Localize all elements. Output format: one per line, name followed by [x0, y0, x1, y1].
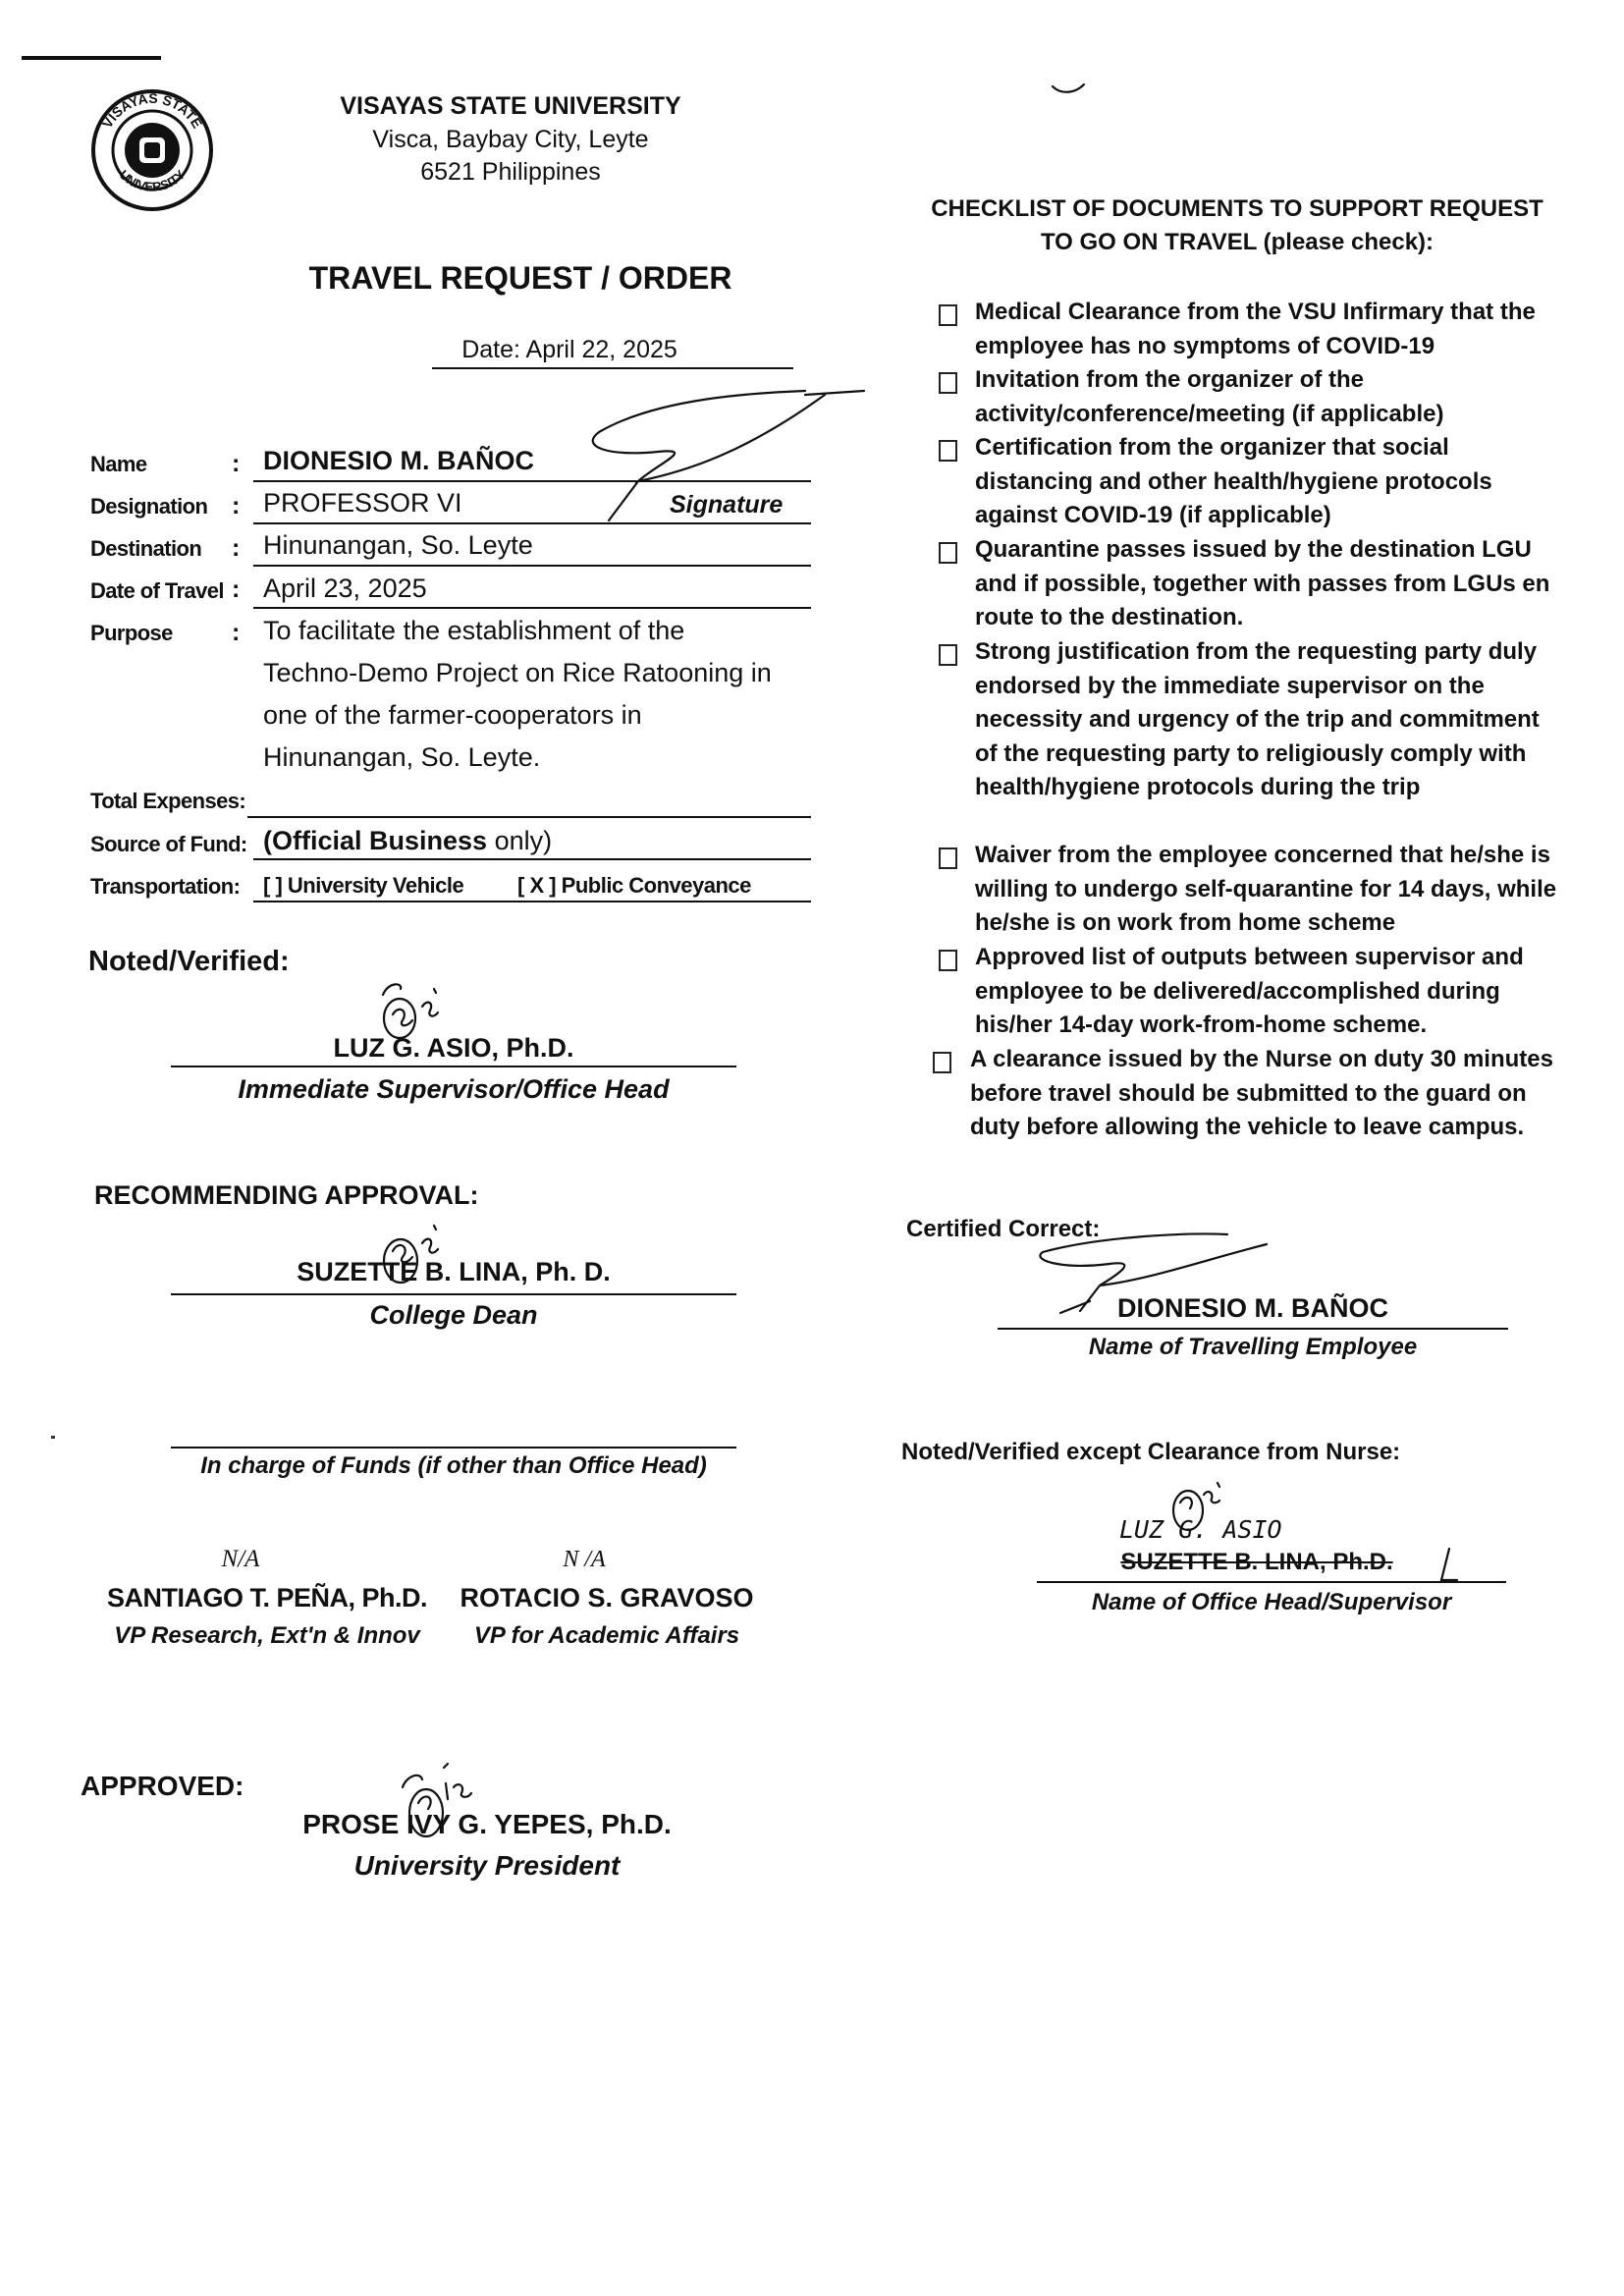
university-address-1: Visca, Baybay City, Leyte — [372, 126, 649, 153]
field-label-name: Name — [90, 452, 147, 476]
form-title: TRAVEL REQUEST / ORDER — [308, 260, 732, 296]
checklist-item-strong-justification: Strong justification from the requesting party duly endorsed by the immediate supervisor on the necessity and urgency of the trip and commitment of the requesting party to religiously comply with health/hygiene protocols during the trip — [975, 638, 1540, 800]
checklist-checkbox[interactable] — [939, 847, 957, 869]
field-label-total-expenses: Total Expenses: — [90, 789, 246, 813]
recommending-heading: RECOMMENDING APPROVAL: — [94, 1180, 479, 1210]
office-head-mark — [1432, 1547, 1461, 1586]
vp-research-name: SANTIAGO T. PEÑA, Ph.D. — [106, 1583, 428, 1613]
vp-academic-title: VP for Academic Affairs — [473, 1622, 740, 1649]
field-value-designation: PROFESSOR VI — [263, 488, 462, 518]
field-label-purpose: Purpose — [90, 621, 173, 645]
checklist-item-approved-outputs: Approved list of outputs between supervisor and employee to be delivered/accomplished during his/her 14-day work-from-home scheme. — [975, 944, 1524, 1038]
field-label-date-of-travel: Date of Travel — [90, 578, 224, 603]
field-label-source-of-fund: Source of Fund: — [90, 832, 247, 856]
president-title: University President — [353, 1850, 621, 1881]
field-label-transportation: Transportation: — [90, 874, 241, 899]
date-of-travel-underline — [253, 607, 811, 609]
field-colon: : — [232, 534, 241, 562]
employee-name: DIONESIO M. BAÑOC — [1116, 1293, 1388, 1323]
university-name: VISAYAS STATE UNIVERSITY — [340, 92, 681, 120]
source-of-fund-bold: (Official Business — [263, 826, 488, 855]
checklist-heading-2: TO GO ON TRAVEL (please check): — [1040, 229, 1435, 255]
field-colon: : — [232, 575, 241, 603]
field-colon: : — [232, 619, 241, 646]
name-underline — [253, 480, 811, 482]
funds-title: In charge of Funds (if other than Office Head) — [200, 1452, 707, 1479]
request-date: Date: April 22, 2025 — [461, 336, 677, 363]
destination-underline — [253, 565, 811, 567]
checklist-checkbox[interactable] — [939, 950, 957, 971]
supervisor-name: LUZ G. ASIO, Ph.D. — [333, 1033, 574, 1063]
supervisor-title: Immediate Supervisor/Office Head — [238, 1074, 670, 1104]
checklist-heading-1: CHECKLIST OF DOCUMENTS TO SUPPORT REQUEST — [931, 195, 1543, 222]
field-value-purpose-3: one of the farmer-cooperators in — [263, 700, 642, 730]
total-expenses-underline — [247, 816, 811, 818]
field-label-designation: Designation — [90, 494, 208, 519]
field-value-name: DIONESIO M. BAÑOC — [263, 446, 535, 475]
checklist-item-medical-clearance: Medical Clearance from the VSU Infirmary that the employee has no symptoms of COVID-19 — [975, 299, 1536, 359]
scan-mark — [22, 56, 161, 60]
employee-title: Name of Travelling Employee — [1088, 1334, 1418, 1360]
checklist-item-nurse-clearance: A clearance issued by the Nurse on duty 30 minutes before travel should be submitted to the guard on duty before allowing the vehicle to leave campus. — [970, 1046, 1553, 1140]
certified-heading: Certified Correct: — [906, 1216, 1101, 1242]
dean-signature-line — [171, 1293, 736, 1295]
checklist-item-certification: Certification from the organizer that social distancing and other health/hygiene protocols against COVID-19 (if applicable) — [975, 434, 1492, 528]
field-value-purpose-1: To facilitate the establishment of the — [263, 616, 685, 645]
field-value-purpose-4: Hinunangan, So. Leyte. — [263, 742, 541, 772]
field-value-destination: Hinunangan, So. Leyte — [263, 530, 533, 560]
checklist-checkbox[interactable] — [933, 1052, 951, 1073]
vp-research-mark: N/A — [221, 1546, 260, 1572]
date-underline — [432, 367, 793, 369]
signature-caption: Signature — [670, 491, 784, 519]
office-head-handwritten-name: LUZ G. ASIO — [1119, 1515, 1282, 1544]
source-of-fund-underline — [253, 858, 811, 860]
supervisor-signature-line — [171, 1066, 736, 1067]
vp-academic-name: ROTACIO S. GRAVOSO — [460, 1583, 754, 1613]
vp-research-title: VP Research, Ext'n & Innov — [114, 1622, 420, 1649]
scan-speck — [51, 1436, 55, 1439]
vp-academic-mark: N /A — [563, 1547, 606, 1572]
office-head-signature-line — [1037, 1581, 1506, 1583]
field-value-source-of-fund — [263, 826, 552, 856]
designation-underline — [253, 522, 811, 524]
checklist-item-waiver: Waiver from the employee concerned that he/she is willing to undergo self-quarantine for 14 days, while he/she is on work from home scheme — [975, 842, 1557, 936]
checklist-item-invitation: Invitation from the organizer of the activity/conference/meeting (if applicable) — [975, 366, 1444, 427]
office-head-title: Name of Office Head/Supervisor — [1091, 1589, 1452, 1615]
office-head-struck-name: SUZETTE B. LINA, Ph.D. — [1120, 1549, 1393, 1575]
employee-signature-line — [998, 1328, 1508, 1330]
checklist-checkbox[interactable] — [939, 372, 957, 394]
transport-option-public-conveyance: [ X ] Public Conveyance — [517, 873, 751, 898]
noted-heading: Noted/Verified: — [88, 946, 290, 977]
approved-heading: APPROVED: — [81, 1771, 244, 1801]
field-colon: : — [232, 492, 241, 519]
checklist-item-quarantine-passes: Quarantine passes issued by the destination LGU and if possible, together with passes from LGUs en route to the destination. — [975, 536, 1550, 630]
field-colon: : — [232, 450, 241, 477]
field-label-destination: Destination — [90, 536, 202, 561]
checklist-checkbox[interactable] — [939, 440, 957, 462]
source-of-fund-rest: only) — [487, 826, 553, 855]
seal-text-top: VISAYAS STATE — [98, 89, 206, 132]
checklist-checkbox[interactable] — [939, 304, 957, 326]
field-value-purpose-2: Techno-Demo Project on Rice Ratooning in — [263, 658, 772, 687]
dean-title: College Dean — [369, 1300, 538, 1330]
president-name: PROSE IVY G. YEPES, Ph.D. — [302, 1809, 672, 1839]
field-value-date-of-travel: April 23, 2025 — [263, 574, 427, 603]
checklist-checkbox[interactable] — [939, 644, 957, 666]
funds-signature-line — [171, 1447, 736, 1449]
checklist-checkbox[interactable] — [939, 542, 957, 564]
transport-option-university-vehicle: [ ] University Vehicle — [263, 873, 464, 898]
scan-mark — [1051, 82, 1086, 96]
dean-name: SUZETTE B. LINA, Ph. D. — [297, 1257, 611, 1286]
seal-text-bottom: UNIVERSITY — [116, 167, 189, 194]
university-address-2: 6521 Philippines — [420, 158, 601, 186]
university-seal-icon — [88, 86, 216, 214]
transportation-underline — [253, 901, 811, 902]
noted-except-heading: Noted/Verified except Clearance from Nurse: — [901, 1439, 1401, 1465]
